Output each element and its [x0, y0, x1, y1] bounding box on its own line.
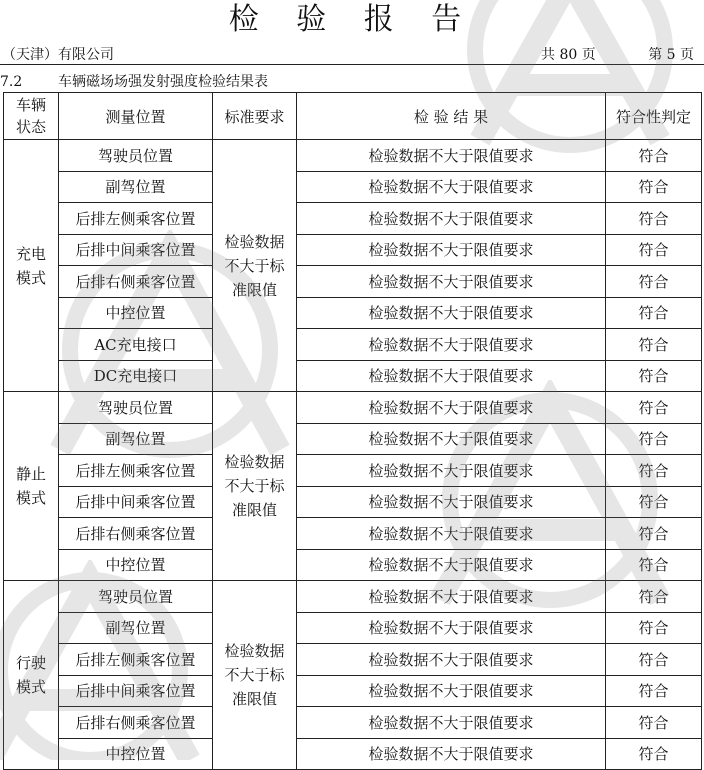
verdict-cell: 符合 — [606, 486, 702, 518]
verdict-cell: 符合 — [606, 297, 702, 329]
section-title: 车辆磁场场强发射强度检验结果表 — [58, 74, 268, 90]
result-cell: 检验数据不大于限值要求 — [297, 360, 606, 392]
result-cell: 检验数据不大于限值要求 — [297, 612, 606, 644]
verdict-cell: 符合 — [606, 644, 702, 676]
table-row — [4, 455, 702, 487]
result-cell: 检验数据不大于限值要求 — [297, 329, 606, 361]
position-cell: 中控位置 — [59, 297, 213, 329]
position-cell: 后排左侧乘客位置 — [59, 455, 213, 487]
verdict-cell: 符合 — [606, 518, 702, 550]
verdict-cell: 符合 — [606, 455, 702, 487]
verdict-cell: 符合 — [606, 234, 702, 266]
result-cell: 检验数据不大于限值要求 — [297, 486, 606, 518]
position-cell: 后排左侧乘客位置 — [59, 203, 213, 235]
result-cell: 检验数据不大于限值要求 — [297, 392, 606, 424]
table-row — [4, 549, 702, 581]
result-cell: 检验数据不大于限值要求 — [297, 707, 606, 739]
table-row — [4, 707, 702, 739]
table-row — [4, 644, 702, 676]
position-cell: 后排中间乘客位置 — [59, 234, 213, 266]
vehicle-state-cell: 静止模式 — [4, 392, 59, 581]
position-cell: AC充电接口 — [59, 329, 213, 361]
result-cell: 检验数据不大于限值要求 — [297, 549, 606, 581]
verdict-cell: 符合 — [606, 612, 702, 644]
result-cell: 检验数据不大于限值要求 — [297, 423, 606, 455]
table-header-row — [4, 93, 702, 140]
result-cell: 检验数据不大于限值要求 — [297, 455, 606, 487]
vehicle-state-cell: 充电模式 — [4, 140, 59, 392]
verdict-cell: 符合 — [606, 707, 702, 739]
position-cell: 后排右侧乘客位置 — [59, 266, 213, 298]
header-result: 检 验 结 果 — [297, 93, 606, 140]
verdict-cell: 符合 — [606, 675, 702, 707]
result-cell: 检验数据不大于限值要求 — [297, 171, 606, 203]
page-counter — [531, 44, 694, 64]
table-row — [4, 392, 702, 424]
table-row — [4, 360, 702, 392]
report-title: 检 验 报 告 — [228, 2, 476, 37]
verdict-cell: 符合 — [606, 266, 702, 298]
result-cell: 检验数据不大于限值要求 — [297, 738, 606, 770]
verdict-cell: 符合 — [606, 329, 702, 361]
total-pages: 共 80 页 — [541, 47, 596, 63]
company-name: （天津）有限公司 — [2, 47, 114, 63]
result-cell: 检验数据不大于限值要求 — [297, 581, 606, 613]
table-row — [4, 581, 702, 613]
position-cell: 副驾位置 — [59, 171, 213, 203]
table-row — [4, 675, 702, 707]
table-row — [4, 203, 702, 235]
verdict-cell: 符合 — [606, 549, 702, 581]
table-row — [4, 266, 702, 298]
header-vehicle-state: 车辆状态 — [4, 93, 59, 140]
result-cell: 检验数据不大于限值要求 — [297, 203, 606, 235]
result-cell: 检验数据不大于限值要求 — [297, 644, 606, 676]
header-verdict: 符合性判定 — [606, 93, 702, 140]
position-cell: 副驾位置 — [59, 423, 213, 455]
position-cell: 后排右侧乘客位置 — [59, 707, 213, 739]
table-row — [4, 140, 702, 172]
position-cell: 中控位置 — [59, 549, 213, 581]
position-cell: 后排中间乘客位置 — [59, 675, 213, 707]
current-page: 第 5 页 — [648, 47, 694, 63]
result-cell: 检验数据不大于限值要求 — [297, 297, 606, 329]
header-standard: 标准要求 — [213, 93, 297, 140]
table-row — [4, 423, 702, 455]
table-row — [4, 612, 702, 644]
result-cell: 检验数据不大于限值要求 — [297, 266, 606, 298]
vehicle-state-cell: 行驶模式 — [4, 581, 59, 770]
position-cell: DC充电接口 — [59, 360, 213, 392]
position-cell: 驾驶员位置 — [59, 581, 213, 613]
position-cell: 副驾位置 — [59, 612, 213, 644]
header-position: 测量位置 — [59, 93, 213, 140]
table-row — [4, 234, 702, 266]
verdict-cell: 符合 — [606, 140, 702, 172]
result-cell: 检验数据不大于限值要求 — [297, 518, 606, 550]
section-heading — [0, 71, 268, 91]
result-cell: 检验数据不大于限值要求 — [297, 675, 606, 707]
verdict-cell: 符合 — [606, 581, 702, 613]
results-table — [3, 92, 702, 770]
table-body — [4, 140, 702, 770]
verdict-cell: 符合 — [606, 738, 702, 770]
position-cell: 驾驶员位置 — [59, 392, 213, 424]
table-row — [4, 738, 702, 770]
position-cell: 后排左侧乘客位置 — [59, 644, 213, 676]
position-cell: 后排中间乘客位置 — [59, 486, 213, 518]
position-cell: 中控位置 — [59, 738, 213, 770]
header-rule — [0, 64, 704, 65]
table-row — [4, 297, 702, 329]
verdict-cell: 符合 — [606, 171, 702, 203]
standard-requirement-cell: 检验数据不大于标准限值 — [213, 581, 297, 770]
verdict-cell: 符合 — [606, 360, 702, 392]
standard-requirement-cell: 检验数据不大于标准限值 — [213, 140, 297, 392]
position-cell: 后排右侧乘客位置 — [59, 518, 213, 550]
standard-requirement-cell: 检验数据不大于标准限值 — [213, 392, 297, 581]
position-cell: 驾驶员位置 — [59, 140, 213, 172]
table-row — [4, 329, 702, 361]
table-row — [4, 486, 702, 518]
table-row — [4, 171, 702, 203]
verdict-cell: 符合 — [606, 203, 702, 235]
result-cell: 检验数据不大于限值要求 — [297, 234, 606, 266]
table-row — [4, 518, 702, 550]
verdict-cell: 符合 — [606, 423, 702, 455]
result-cell: 检验数据不大于限值要求 — [297, 140, 606, 172]
section-number: 7.2 — [0, 74, 23, 90]
verdict-cell: 符合 — [606, 392, 702, 424]
